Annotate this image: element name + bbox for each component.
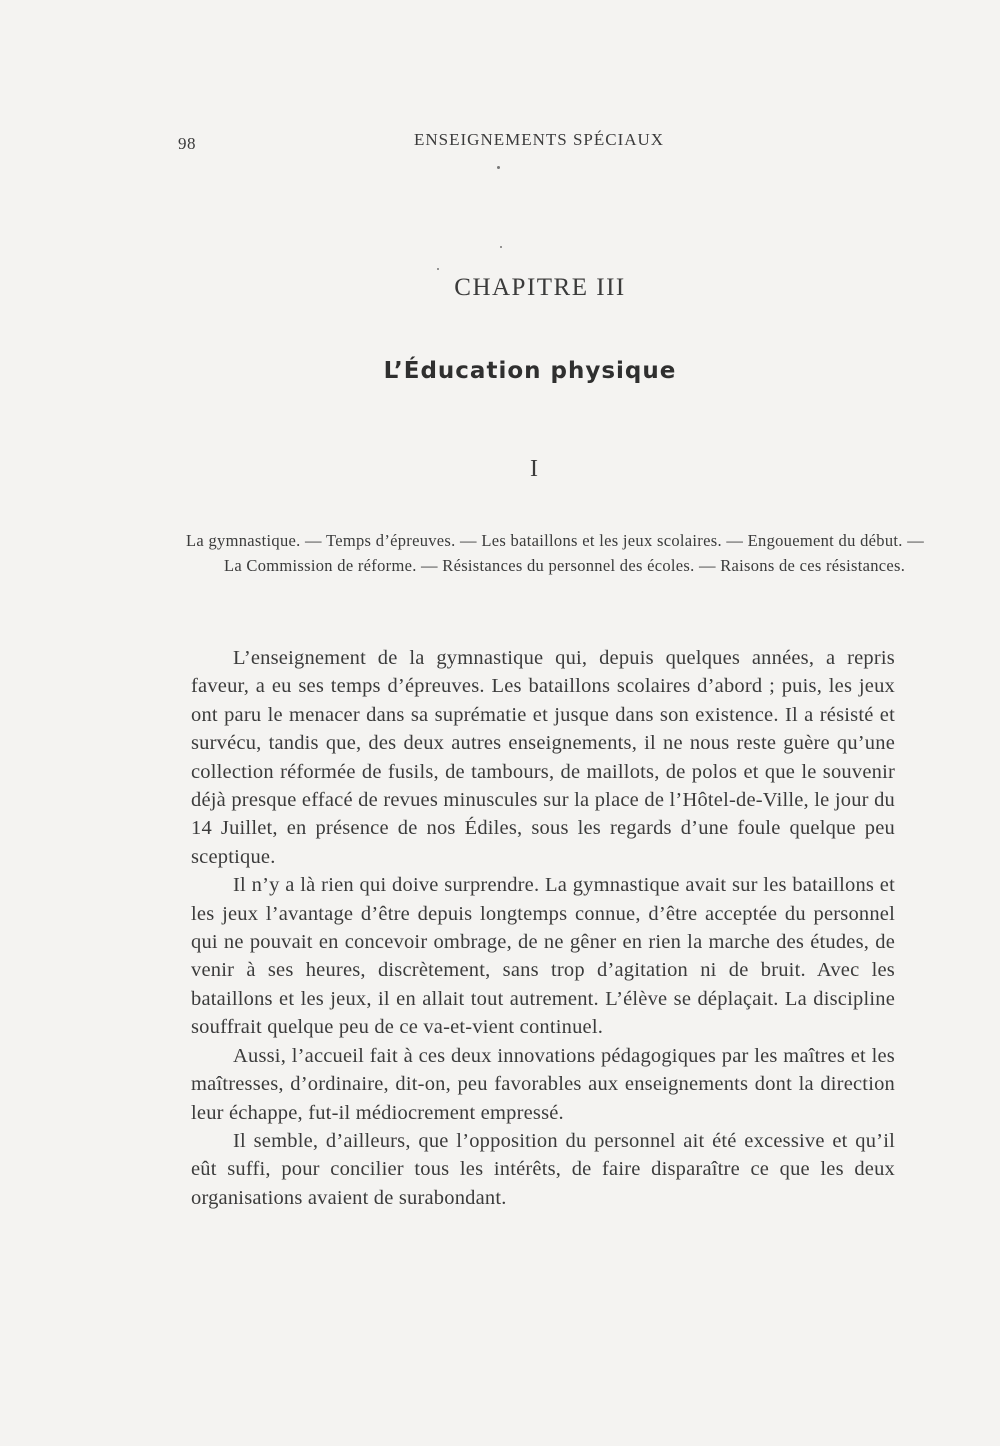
chapter-heading: CHAPITRE III [454,274,626,301]
paragraph: Il n’y a là rien qui doive surprendre. La gymnastique avait sur les bataillons et les jeux l’avantage d’être depuis longtemps connue, d’être acceptée du personnel qui ne pouvait en concevoir ombrage, de ne gêner en rien la marche des études, de venir à ses heures, discrètement, sans trop d’agitation ni de bruit. Avec les bataillons et les jeux, il en allait tout autrement. L’élève se déplaçait. La discipline souffrait quelque peu de ce va-et-vient continuel. [191,874,895,1039]
page-number: 98 [178,134,196,153]
running-head [178,130,898,154]
chapter-summary: La gymnastique. — Temps d’épreuves. — Les bataillons et les jeux scolaires. — Engouement du début. — La Commission de réforme. — Résistances du personnel des écoles. — Raisons de ces résistances. [186,531,924,575]
print-speck [437,268,439,270]
chapter-title: L’Éducation physique [383,358,677,384]
paragraph: Aussi, l’accueil fait à ces deux innovations pédagogiques par les maîtres et les maîtresses, d’ordinaire, dit-on, peu favorables aux enseignements dont la direction leur échappe, fut-il médiocrement empressé. [191,1044,895,1124]
paragraph: L’enseignement de la gymnastique qui, depuis quelques années, a repris faveur, a eu ses temps d’épreuves. Les bataillons scolaires d’abord ; puis, les jeux ont paru le menacer dans sa suprématie et jusque dans son existence. Il a résisté et survécu, tandis que, des deux autres enseignements, il ne nous reste guère qu’une collection réformée de fusils, de tambours, de maillots, de polos et que le souvenir déjà presque effacé de revues minuscules sur la place de l’Hôtel-de-Ville, le jour du 14 Juillet, en présence de nos Édiles, sous les regards d’une foule quelque peu sceptique. [191,647,895,868]
print-speck [500,246,502,248]
print-speck [497,166,500,169]
body-text [191,644,895,1212]
paragraph: Il semble, d’ailleurs, que l’opposition du personnel ait été excessive et qu’il eût suffi, pour concilier tous les intérêts, de faire disparaître ce que les deux organisations avaient de surabondant. [191,1129,895,1209]
running-title: ENSEIGNEMENTS SPÉCIAUX [414,130,665,149]
section-number: I [530,456,538,482]
